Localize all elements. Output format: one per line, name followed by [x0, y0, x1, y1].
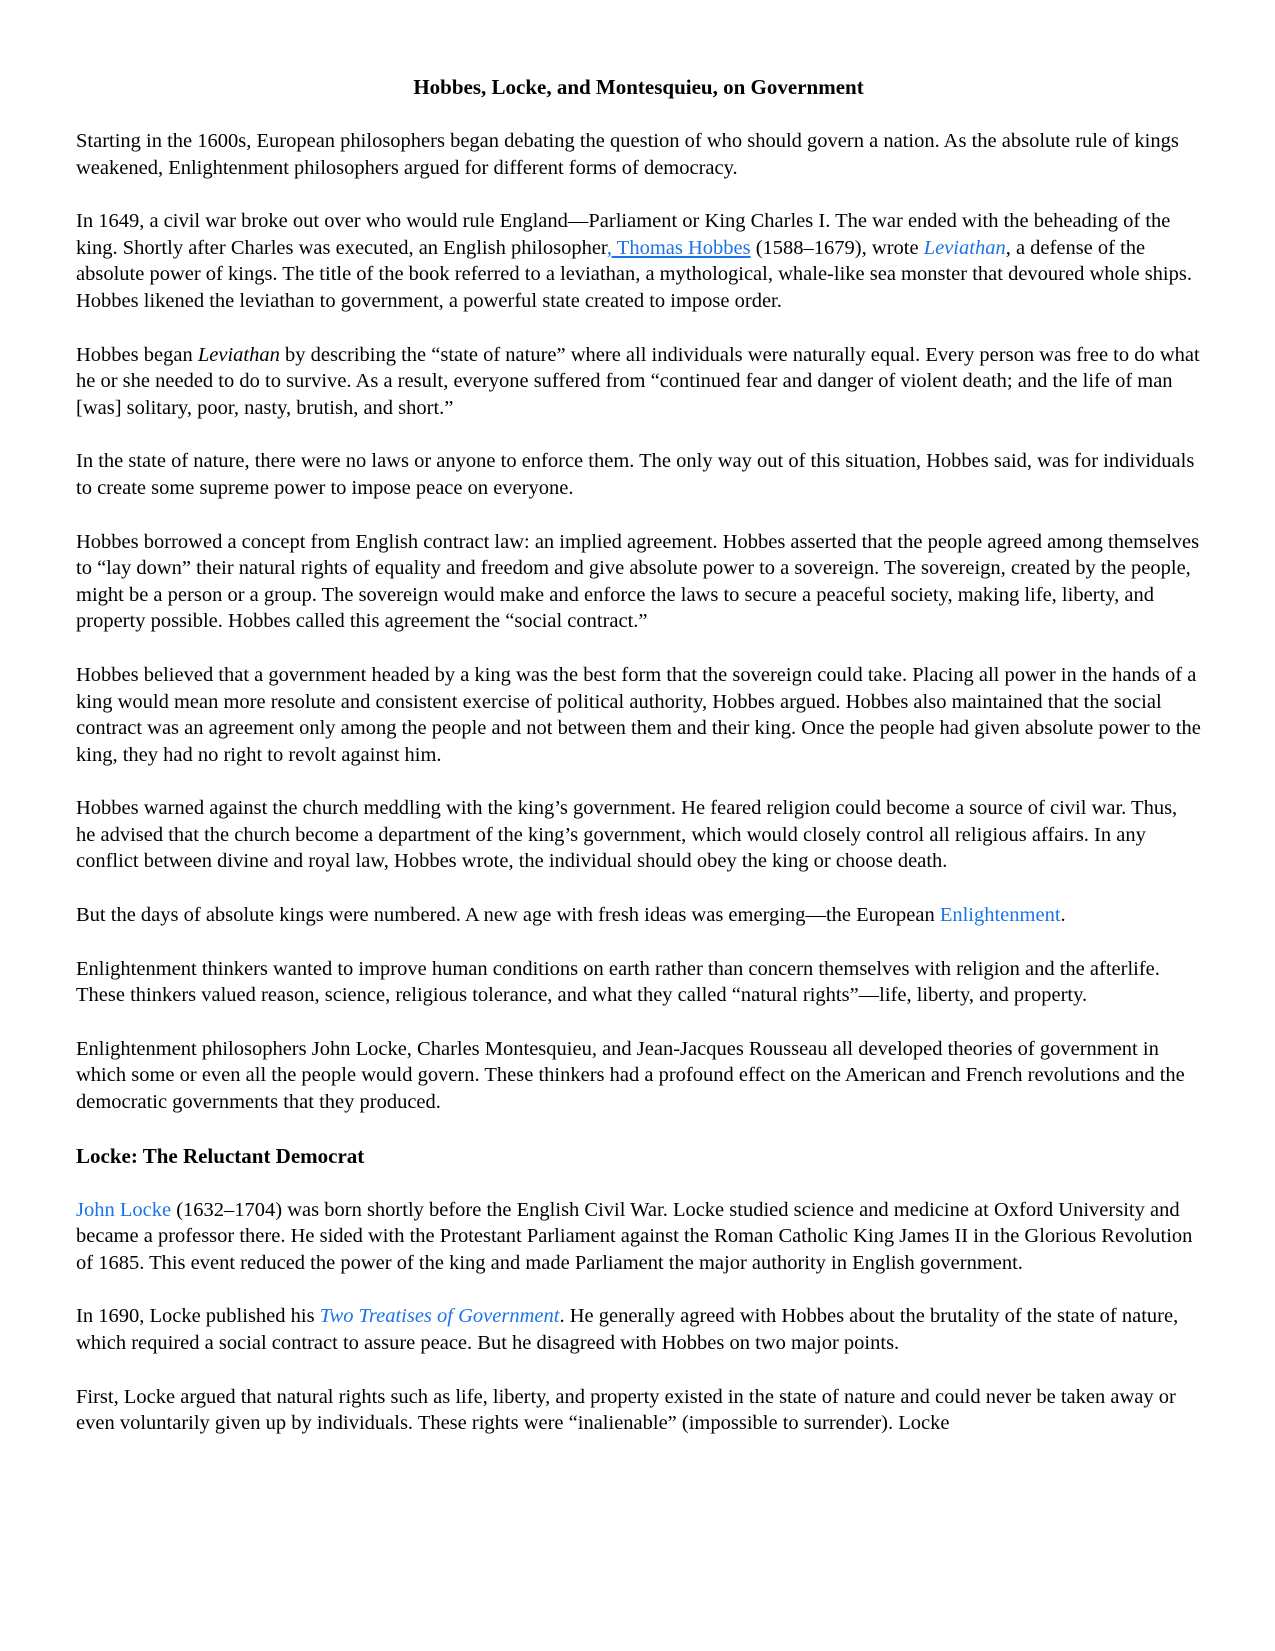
paragraph-state-of-nature — [76, 342, 1201, 422]
leviathan-italic: Leviathan — [197, 343, 280, 366]
paragraph-locke-bio — [76, 1197, 1201, 1277]
text-span: In 1649, a civil war broke out over who would rule England—Parliament or King Charles I. The war ended with the beheading of the king. Shortly after Charles was executed, an English philosopher — [76, 210, 1171, 259]
paragraph-social-contract: Hobbes borrowed a concept from English contract law: an implied agreement. Hobbes asserted that the people agreed among themselves to “lay down” their natural rights of equality and freedom and give absolute power to a sovereign. The sovereign, created by the people, might be a person or a group. The sovereign would make and enforce the laws to secure a peaceful society, making life, liberty, and property possible. Hobbes called this agreement the “social contract.” — [76, 530, 1200, 633]
two-treatises-link[interactable]: Two Treatises of Government — [319, 1305, 560, 1328]
text-span: (1632–1704) was born shortly before the English Civil War. Locke studied science and medicine at Oxford University and became a professor there. He sided with the Protestant Parliament against the Roman Catholic King James II in the Glorious Revolution of 1685. This event reduced the power of the king and made Parliament the major authority in English government. — [76, 1198, 1193, 1274]
text-span: , a defense of the absolute power of kings. The title of the book referred to a leviathan, a mythological, whale-like sea monster that devoured whole ships. Hobbes likened the leviathan to government, a powerful state created to impose order. — [76, 236, 1192, 312]
text-span: But the days of absolute kings were numbered. A new age with fresh ideas was emerging—the European — [76, 904, 940, 927]
document-page — [76, 74, 1201, 1464]
paragraph-enlightenment-philosophers: Enlightenment philosophers John Locke, Charles Montesquieu, and Jean-Jacques Rousseau all developed theories of government in which some or even all the people would govern. These thinkers had a profound effect on the American and French revolutions and the democratic governments that they produced. — [76, 1037, 1185, 1114]
paragraph-two-treatises — [76, 1303, 1201, 1356]
text-span: In 1690, Locke published his — [76, 1305, 320, 1328]
paragraph-church: Hobbes warned against the church meddling with the king’s government. He feared religion could become a source of civil war. Thus, he advised that the church become a department of the king’s government, which would closely control all religious affairs. In any conflict between divine and royal law, Hobbes wrote, the individual should obey the king or choose death. — [76, 797, 1178, 873]
section-heading-locke: Locke: The Reluctant Democrat — [76, 1143, 365, 1168]
paragraph-no-laws: In the state of nature, there were no laws or anyone to enforce them. The only way out of this situation, Hobbes said, was for individuals to create some supreme power to impose peace on everyone. — [76, 450, 1195, 499]
paragraph-intro: Starting in the 1600s, European philosophers began debating the question of who should govern a nation. As the absolute rule of kings weakened, Enlightenment philosophers argued for different forms of democracy. — [76, 130, 1179, 179]
text-span: (1588–1679), wrote — [750, 236, 924, 259]
text-span: . He generally agreed with Hobbes about the brutality of the state of nature, which required a social contract to assure peace. But he disagreed with Hobbes on two major points. — [76, 1305, 1179, 1354]
document-title: Hobbes, Locke, and Montesquieu, on Government — [413, 75, 864, 99]
paragraph-enlightenment-age — [76, 902, 1201, 929]
enlightenment-link[interactable]: Enlightenment — [939, 904, 1061, 927]
text-span: by describing the “state of nature” where all individuals were naturally equal. Every person was free to do what he or she needed to do to survive. As a result, everyone suffered from “continued fear and danger of violent death; and the life of man [was] solitary, poor, nasty, brutish, and short.” — [76, 343, 1200, 419]
thomas-hobbes-link[interactable]: , Thomas Hobbes — [606, 236, 751, 259]
john-locke-link[interactable]: John Locke — [76, 1198, 172, 1221]
text-span: Hobbes began — [76, 343, 198, 366]
paragraph-civil-war — [76, 208, 1201, 314]
leviathan-link[interactable]: Leviathan — [923, 236, 1006, 259]
text-span: . — [1060, 904, 1066, 927]
paragraph-king-sovereign: Hobbes believed that a government headed by a king was the best form that the sovereign could take. Placing all power in the hands of a king would mean more resolute and consistent exercise of political authority, Hobbes argued. Hobbes also maintained that the social contract was an agreement only among the people and not between them and their king. Once the people had given absolute power to the king, they had no right to revolt against him. — [76, 663, 1201, 766]
paragraph-natural-rights: First, Locke argued that natural rights such as life, liberty, and property existed in the state of nature and could never be taken away or even voluntarily given up by individuals. These rights were “inalienable” (impossible to surrender). Locke — [76, 1385, 1176, 1435]
paragraph-enlightenment-thinkers: Enlightenment thinkers wanted to improve human conditions on earth rather than concern themselves with religion and the afterlife. These thinkers valued reason, science, religious tolerance, and what they called “natural rights”—life, liberty, and property. — [76, 957, 1160, 1007]
